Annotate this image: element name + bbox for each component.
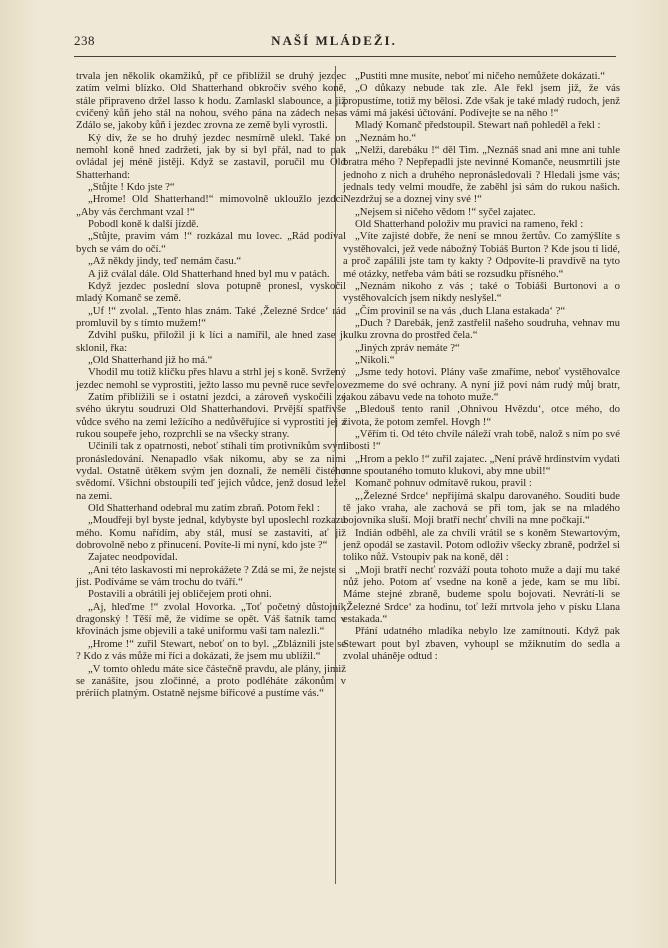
paragraph: „Nikoli.“ — [355, 353, 395, 366]
paragraph: Vhodil mu totiž kličku přes hlavu a strhl jej s koně. Svržený jezdec nemohl se vyprostiti, ježto lasso mu pevně ruce sevřelo. — [76, 366, 346, 391]
paragraph: „O důkazy nebude tak zle. Ale řekl jsem již, že vás propustíme, totiž my bělosi. Zde však je také mladý rudoch, jenž s vámi má jakési účtování. Podívejte se na něho !“ — [343, 82, 620, 120]
paragraph: „Stůjte, pravím vám !“ rozkázal mu lovec. „Rád podíval bych se vám do očí.“ — [76, 230, 346, 255]
paragraph: „Ani této laskavosti mi neprokážete ? Zdá se mi, že nejste si jist. Podíváme se vám trochu do tváří.“ — [76, 563, 346, 589]
paragraph: „Aj, hleďme !“ zvolal Hovorka. „Toť početný důstojník dragonský ! Těší mě, že vidíme se opět. Váš šatník tamo v křovinách jsme objevili a také uniformu vaši tam nalezli.“ — [76, 600, 346, 638]
paragraph: Indián odběhl, ale za chvíli vrátil se s koněm Stewartovým, jenž opodál se zastavil. Potom odloživ všecky zbraně, podržel si toliko nůž. Vstoupiv pak na koně, děl : — [343, 526, 620, 564]
paragraph: „Duch ? Darebák, jenž zastřelil našeho soudruha, vehnav mu kulku zrovna do prostřed čela.“ — [343, 316, 620, 342]
paragraph: „Pustiti mne musíte, neboť mi ničeho nemůžete dokázati.“ — [355, 70, 606, 82]
paragraph: „Jiných zpráv nemáte ?“ — [355, 341, 460, 354]
paragraph: Zatím přiblížili se i ostatní jezdci, a zároveň vyskočili ze svého úkrytu soudruzi Old Shatterhandovi. Prvější spatřivše vůdce svého na zemi ležícího a nedůvěřujíce si vyprostiti jej z rukou soupeře jeho, rozprchli se na všecky strany. — [76, 390, 346, 440]
column-divider — [335, 66, 336, 884]
paragraph: „Až někdy jindy, teď nemám času.“ — [88, 255, 242, 268]
paragraph: Když jezdec poslední slova potupně pronesl, vyskočil mladý Komanč se země. — [76, 279, 346, 305]
page-number: 238 — [74, 33, 95, 48]
left-text-column — [76, 70, 346, 700]
paragraph: „Čím provinil se na vás ‚duch Llana estakada‘ ?“ — [355, 304, 566, 317]
paragraph: Postavili a obrátili jej obličejem proti ohni. — [88, 588, 272, 601]
paragraph: „Neznám ho.“ — [355, 131, 417, 144]
paragraph: Přání udatného mladíka nebylo lze zamítnouti. Když pak Stewart pout byl zbaven, vyhoupl se mžiknutím do sedla a zvolal uháněje odtud : — [343, 625, 620, 663]
paragraph: Učinili tak z opatrnosti, neboť stíhali tím protivníkům svým pronásledování. Nenapadlo však nikomu, aby se za nimi vydal. Ostatně útěkem svým jen doznali, že neměli čistého svědomí. Všichni obstoupili teď jejich vůdce, jenž dosud ležel na zemi. — [76, 440, 346, 502]
paragraph: Old Shatterhand odebral mu zatím zbraň. Potom řekl : — [88, 502, 320, 515]
paragraph: Zdvihl pušku, přiložil ji k líci a namířil, ale hned zase ji sklonil, řka: — [76, 329, 346, 354]
right-text-column — [343, 70, 620, 663]
paragraph: „Moji bratří nechť rozváží pouta tohoto muže a dají mu také nůž jeho. Potom ať vsedne na koně a jede, kam se mu líbí. Máme stejné zbraně, budeme spolu bojovati. Nevrátí-li se ‚Železné Srdce‘ za hodinu, toť leží mrtvola jeho v písku Llana estakada.“ — [343, 563, 620, 626]
paragraph: Zajatec neodpovídal. — [88, 551, 178, 564]
paragraph: Old Shatterhand položiv mu pravici na rameno, řekl : — [355, 218, 584, 231]
paragraph: „‚Železné Srdce‘ nepřijímá skalpu darovaného. Souditi bude tě jako vraha, ale zachová se při tom, jak se na mladého bojovníka sluší. Moji bratří nechť chvíli na mne počkají.“ — [343, 489, 620, 527]
paragraph: „V tomto ohledu máte sice částečně pravdu, ale plány, jimiž se zanášíte, jsou zločinné, a proto podléháte zákonům v prériích platným. Ostatně nejsme biřicové a pustíme vás.“ — [76, 662, 346, 700]
paragraph: „Nejsem si ničeho vědom !“ syčel zajatec. — [355, 205, 536, 218]
paragraph: „Hrome !“ zuřil Stewart, neboť on to byl. „Zbláznili jste se ? Kdo z vás může mi říci a dokázati, že jsem mu ublížil.“ — [76, 637, 346, 663]
paragraph: „Jsme tedy hotovi. Plány vaše zmaříme, neboť vystěhovalce vezmeme do své ochrany. A nyní již poví nám rudý můj bratr, jakou zábavu vede na tohoto muže.“ — [343, 366, 620, 403]
paragraph: trvala jen několik okamžiků, př ce přiblížil se druhý jezdec zatím velmi blízko. Old Shatterhand obkročiv svého koně, stále připraveno držel lasso k hodu. Zamlaskl slabounce, a již cvičený kůň jeho stál na nohou, svého pána na zádech nesa. Zdálo se, jakoby kůň i jezdec zrovna ze země byli vyrostli. — [76, 70, 346, 132]
header-rule — [74, 56, 616, 57]
paragraph: „Hrom a peklo !“ zuřil zajatec. „Není právě hrdinstvím vydati mne spoutaného tomuto klukovi, aby mne ubil!“ — [343, 452, 620, 477]
paragraph: „Moudřeji byl byste jednal, kdybyste byl uposlechl rozkazu mého. Komu nařídím, aby stál, musí se zastaviti, ať již dobrovolně nebo z přinucení. Povíte-li mi nyní, kdo jste ?“ — [76, 514, 346, 552]
paragraph: „Neznám nikoho z vás ; také o Tobiáši Burtonovi a o vystěhovalcích jsem nikdy neslyšel.“ — [343, 279, 620, 305]
running-title: NAŠÍ MLÁDEŽI. — [271, 33, 397, 48]
paragraph: „Věřím ti. Od této chvíle náleží vrah tobě, nalož s ním po své libosti !“ — [343, 427, 620, 453]
paragraph: „Uf !“ zvolal. „Tento hlas znám. Také ‚Železné Srdce‘ rád promluvil by s tímto mužem!“ — [76, 304, 346, 329]
paragraph: Ký div, že se ho druhý jezdec nesmírně ulekl. Také on nemohl koně hned zadržeti, jak by si byl přál, nad to pak ovládal jej méně jistěji. Když se zastavil, poručil mu Old Shatterhand: — [76, 131, 346, 181]
paragraph: „Hrome! Old Shatterhand!“ mimovolně ukloužlo jezdci. „Aby vás čerchmant vzal !“ — [76, 193, 346, 218]
paragraph: Mladý Komanč předstoupil. Stewart naň pohleděl a řekl : — [355, 119, 601, 132]
paragraph: Pobodl koně k další jízdě. — [88, 218, 199, 231]
paragraph: „Nelži, darebáku !“ děl Tim. „Neznáš snad ani mne ani tuhle bratra mého ? Nepřepadli jste nevinné Komanče, neusmrtili jste jednoho z nich a druhého nepronásledovali ? Hledali jsme vás; jednals tedy velmi moudře, že zaběhl jsi sám do rukou našich. Nezdržuj se a doznej viny své !“ — [343, 144, 620, 206]
paragraph: „Víte zajisté dobře, že není se mnou žertův. Co zamýšlíte s vystěhovalci, jež vede nábožný Tobiáš Burton ? Kde jsou ti lidé, a proč zapálili jste tam ty kakty ? Odpovíte-li pravdivě na tyto mé otázky, netřeba vám báti se rozsudku přísného.“ — [343, 230, 620, 280]
paragraph: A již cválal dále. Old Shatterhand hned byl mu v patách. — [88, 267, 330, 280]
paragraph: „Bledouš tento ranil ‚Ohnivou Hvězdu‘, otce mého, do života, že potom zemřel. Hovgh !“ — [343, 403, 620, 428]
paragraph: „Stůjte ! Kdo jste ?“ — [88, 181, 175, 194]
paragraph: „Old Shatterhand již ho má.“ — [88, 353, 213, 366]
paragraph: Komanč pohnuv odmítavě rukou, pravil : — [355, 477, 532, 490]
